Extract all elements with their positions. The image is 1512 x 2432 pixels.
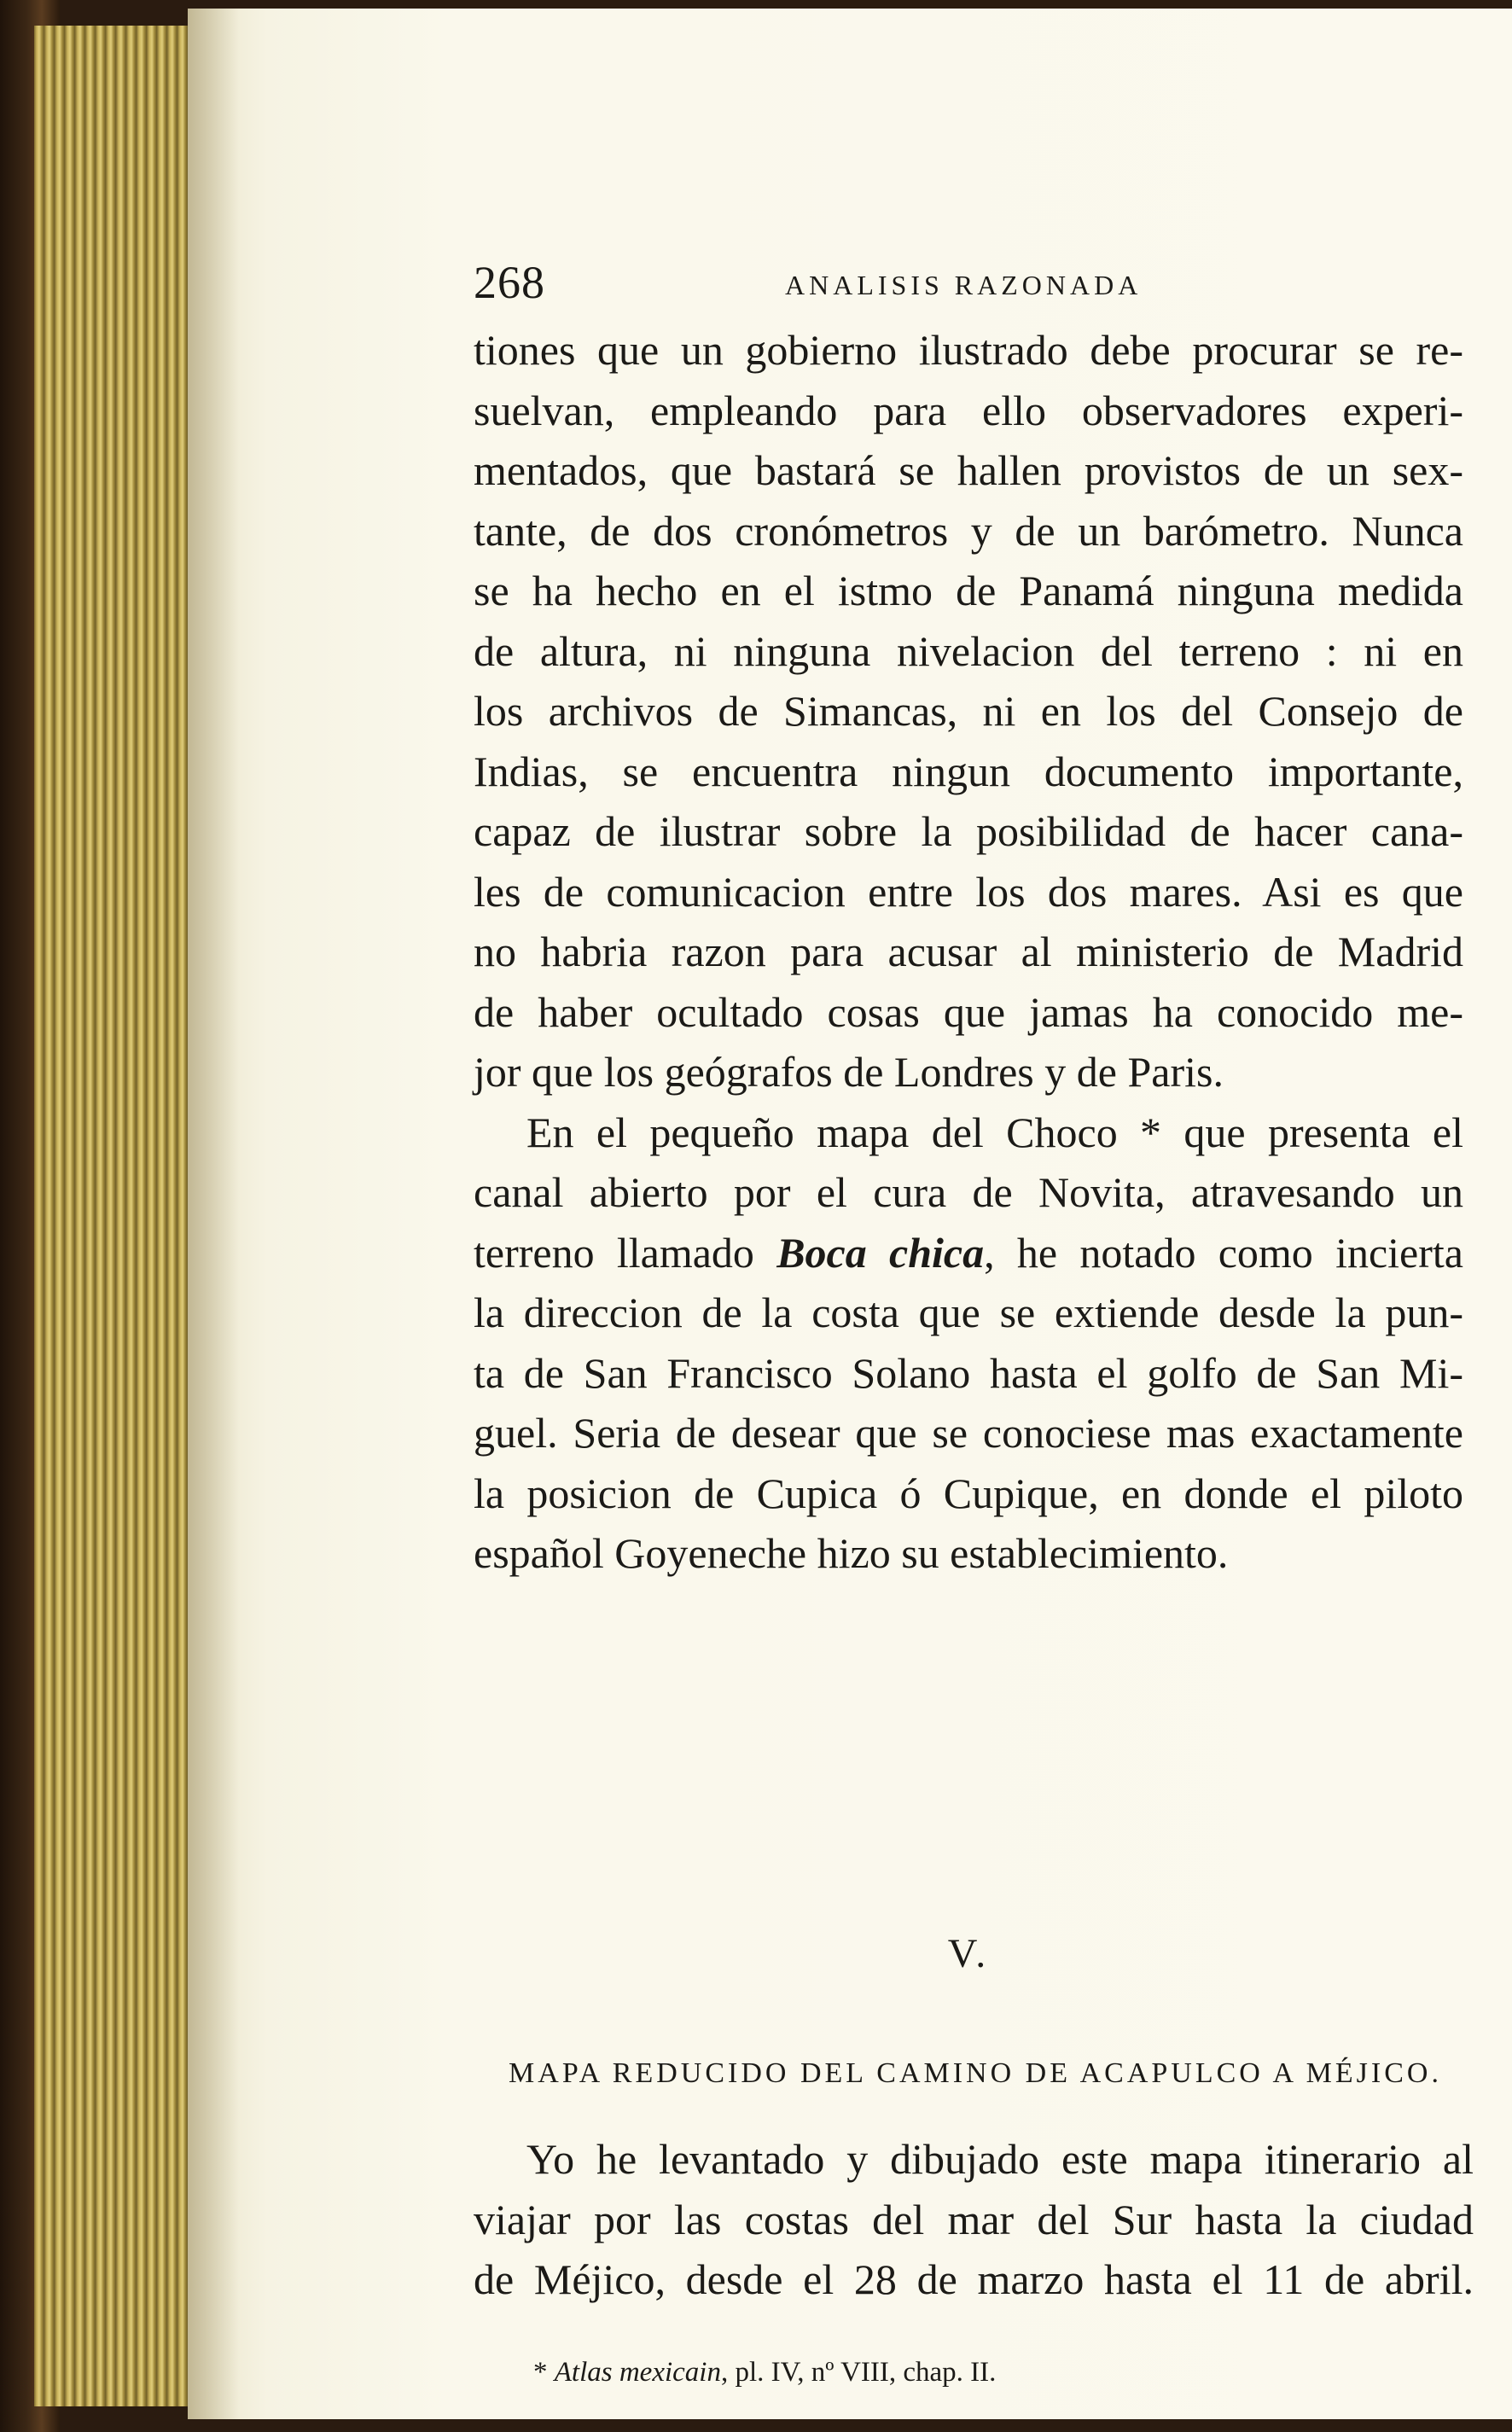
paragraph-3 — [474, 2129, 1474, 2310]
paragraph-2 — [474, 1103, 1463, 1584]
footnote — [533, 2342, 996, 2403]
text-line: ta de San Francisco Solano hasta el golfo de San Mi- — [474, 1348, 1463, 1397]
line-segment: , he notado como incierta — [984, 1228, 1463, 1277]
text-line: canal abierto por el cura de Novita, atravesando un — [474, 1168, 1463, 1216]
text-line — [474, 1223, 1463, 1283]
text-line: suelvan, empleando para ello observadores experi- — [474, 386, 1463, 434]
text-line: capaz de ilustrar sobre la posibilidad de hacer cana- — [474, 807, 1463, 855]
text-line: de haber ocultado cosas que jamas ha conocido me- — [474, 987, 1463, 1036]
running-title: ANALISIS RAZONADA — [785, 270, 1143, 300]
text-line: Yo he levantado y dibujado este mapa itinerario al — [526, 2135, 1474, 2183]
text-line: jor que los geógrafos de Londres y de Paris. — [474, 1048, 1224, 1096]
text-line: la direccion de la costa que se extiende desde la pun- — [474, 1289, 1463, 1336]
text-line: viajar por las costas del mar del Sur hasta la ciudad — [474, 2195, 1474, 2243]
book-page — [188, 9, 1512, 2419]
text-line: se ha hecho en el istmo de Panamá ninguna medida — [474, 567, 1463, 614]
text-line: les de comunicacion entre los dos mares. Asi es que — [474, 867, 1463, 916]
text-line: de Méjico, desde el 28 de marzo hasta el 11 de abril. — [474, 2255, 1474, 2303]
paragraph-1 — [474, 320, 1463, 1103]
text-line: los archivos de Simancas, ni en los del Consejo de — [474, 687, 1463, 735]
gutter-shadow — [188, 9, 239, 2419]
emphasized-place-name: Boca chica — [776, 1228, 985, 1277]
text-block — [474, 320, 1474, 2388]
page-number: 268 — [474, 257, 545, 308]
running-head — [474, 256, 1327, 307]
text-line: tiones que un gobierno ilustrado debe procurar se re- — [474, 326, 1463, 374]
text-line: de altura, ni ninguna nivelacion del terreno : ni en — [474, 626, 1463, 675]
text-line: español Goyeneche hizo su establecimiento. — [474, 1529, 1229, 1577]
text-line: la posicion de Cupica ó Cupique, en donde el piloto — [474, 1469, 1463, 1517]
section-number: V. — [947, 1931, 990, 1976]
text-line: no habria razon para acusar al ministerio de Madrid — [474, 928, 1463, 975]
text-line: Indias, se encuentra ningun documento importante, — [474, 747, 1463, 795]
gilt-page-edges — [34, 26, 189, 2406]
footnote-marker: * — [533, 2357, 548, 2388]
footnote-source: Atlas mexicain — [554, 2357, 721, 2388]
text-line: mentados, que bastará se hallen provistos de un sex- — [474, 446, 1463, 494]
text-line: tante, de dos cronómetros y de un barómetro. Nunca — [474, 506, 1463, 555]
text-line: guel. Seria de desear que se conociese mas exactamente — [474, 1409, 1463, 1457]
section-title: MAPA REDUCIDO DEL CAMINO DE ACAPULCO A MÉJICO. — [509, 2057, 1442, 2089]
text-line: En el pequeño mapa del Choco * que presenta el — [526, 1108, 1463, 1156]
footnote-reference: , pl. IV, nº VIII, chap. II. — [720, 2357, 997, 2388]
line-segment: terreno llamado — [474, 1228, 777, 1277]
